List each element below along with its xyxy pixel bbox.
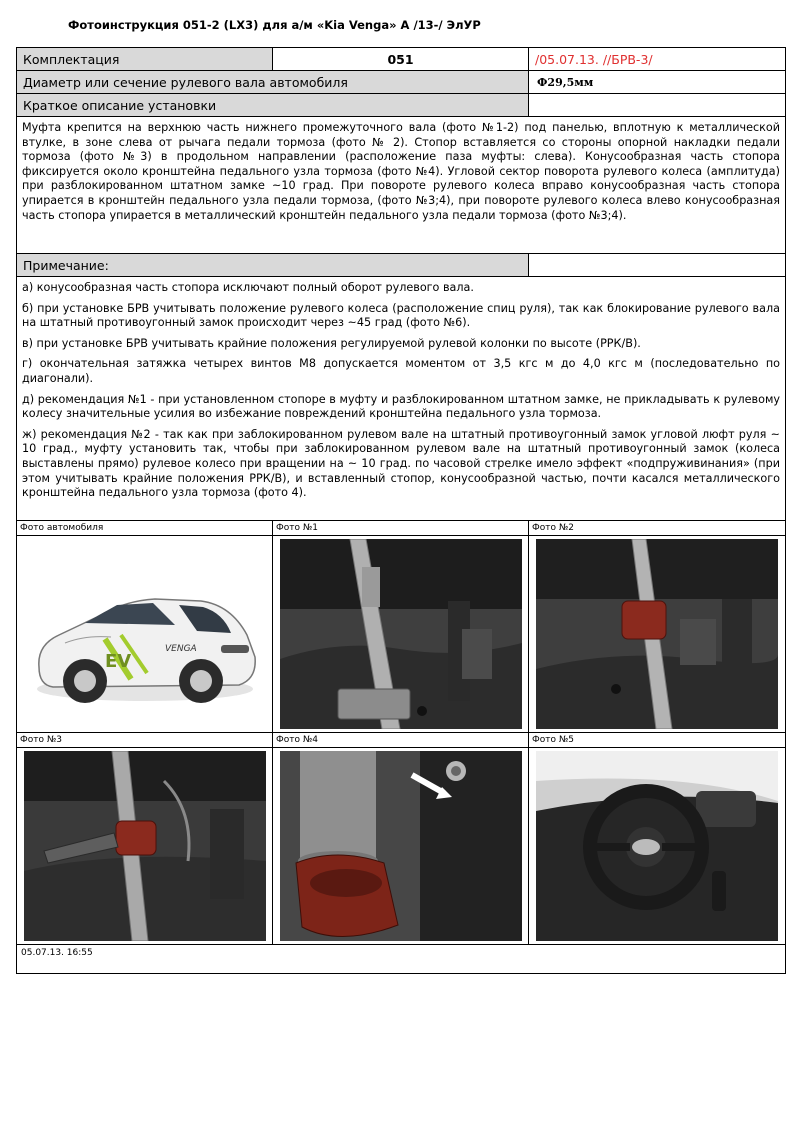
photo-car: [17, 536, 273, 733]
photo-car-label: Фото автомобиля: [17, 521, 273, 536]
note-item: ж) рекомендация №2 - так как при заблокированном рулевом вале на штатный противоугонный замок угловой люфт руля ~ 10 град., муфту установить так, чтобы при заблокированном рулевом вале на штатный противоугонный замок (колеса выставлены прямо) рулевое колесо при вращении на ~ 10 град. по часовой стрелке имело эффект «подпруживинания» (при этом учитывать крайние положения РРК/В), и вставленный стопор, конусообразной частью, почти касался металлического кронштейна педального узла тормоза (фото 4).: [22, 427, 780, 500]
photo-2-label: Фото №2: [529, 521, 786, 536]
kit-date: /05.07.13. //БРВ-3/: [529, 48, 786, 71]
note-item: д) рекомендация №1 - при установленном стопоре в муфту и разблокированном штатном замке, не прикладывать к рулевому колесу значительные усилия во избежание повреждений кронштейна педального узла тормоза.: [22, 392, 780, 421]
photo-5: [529, 748, 786, 945]
footer-timestamp: 05.07.13. 16:55: [17, 945, 786, 974]
note-item: в) при установке БРВ учитывать крайние положения регулируемой рулевой колонки по высоте (РРК/В).: [22, 336, 641, 350]
photo-1-label: Фото №1: [273, 521, 529, 536]
photo-3-label: Фото №3: [17, 733, 273, 748]
diameter-label: Диаметр или сечение рулевого вала автомобиля: [17, 71, 529, 94]
photo-1: [273, 536, 529, 733]
note-item: а) конусообразная часть стопора исключают полный оборот рулевого вала.: [22, 281, 474, 294]
photo-4-label: Фото №4: [273, 733, 529, 748]
notes-label: Примечание:: [17, 254, 529, 277]
photo-3: [17, 748, 273, 945]
diameter-value: Ф29,5мм: [529, 71, 786, 94]
kit-label: Комплектация: [17, 48, 273, 71]
photo-4: [273, 748, 529, 945]
description-label: Краткое описание установки: [17, 94, 529, 117]
note-item: б) при установке БРВ учитывать положение рулевого колеса (расположение спиц руля), так как блокирование рулевого вала на штатный противоугонный замок происходит через ~45 град (фото №6).: [22, 301, 780, 330]
kit-value: 051: [273, 48, 529, 71]
photo-2: [529, 536, 786, 733]
spec-table: [16, 47, 786, 974]
car-ev-badge: EV: [104, 651, 131, 672]
document-title: Фотоинструкция 051-2 (LX3) для а/м «Kia Venga» А /13-/ ЭлУР: [68, 18, 481, 32]
notes-list: [17, 277, 786, 521]
note-item: г) окончательная затяжка четырех винтов М8 допускается моментом от 3,5 кгс м до 4,0 кгс м (последовательно по диагонали).: [22, 357, 780, 385]
car-brand-text: VENGA: [164, 644, 197, 654]
description-paragraph: Муфта крепится на верхнюю часть нижнего промежуточного вала (фото №1-2) под панелью, вплотную к металлической втулке, в зоне слева от рычага педали тормоза (фото № 2). Стопор вставляется со стороны опорной накладки педали тормоза (фото №3) в продольном направлении (расположение паза муфты: слева). Конусообразная часть стопора фиксируется около кронштейна педального узла тормоза (фото №4). Угловой сектор поворота рулевого колеса (амплитуда) при разблокированном штатном замке ~10 град. При повороте рулевого колеса вправо конусообразная часть стопора упирается в кронштейн педального узла педали тормоза, (фото №3;4), при повороте рулевого колеса влево конусообразная часть стопора упирается в металлический кронштейн педального узла педали тормоза (фото №3;4).: [22, 121, 780, 222]
description-text: [17, 117, 786, 254]
photo-5-label: Фото №5: [529, 733, 786, 748]
